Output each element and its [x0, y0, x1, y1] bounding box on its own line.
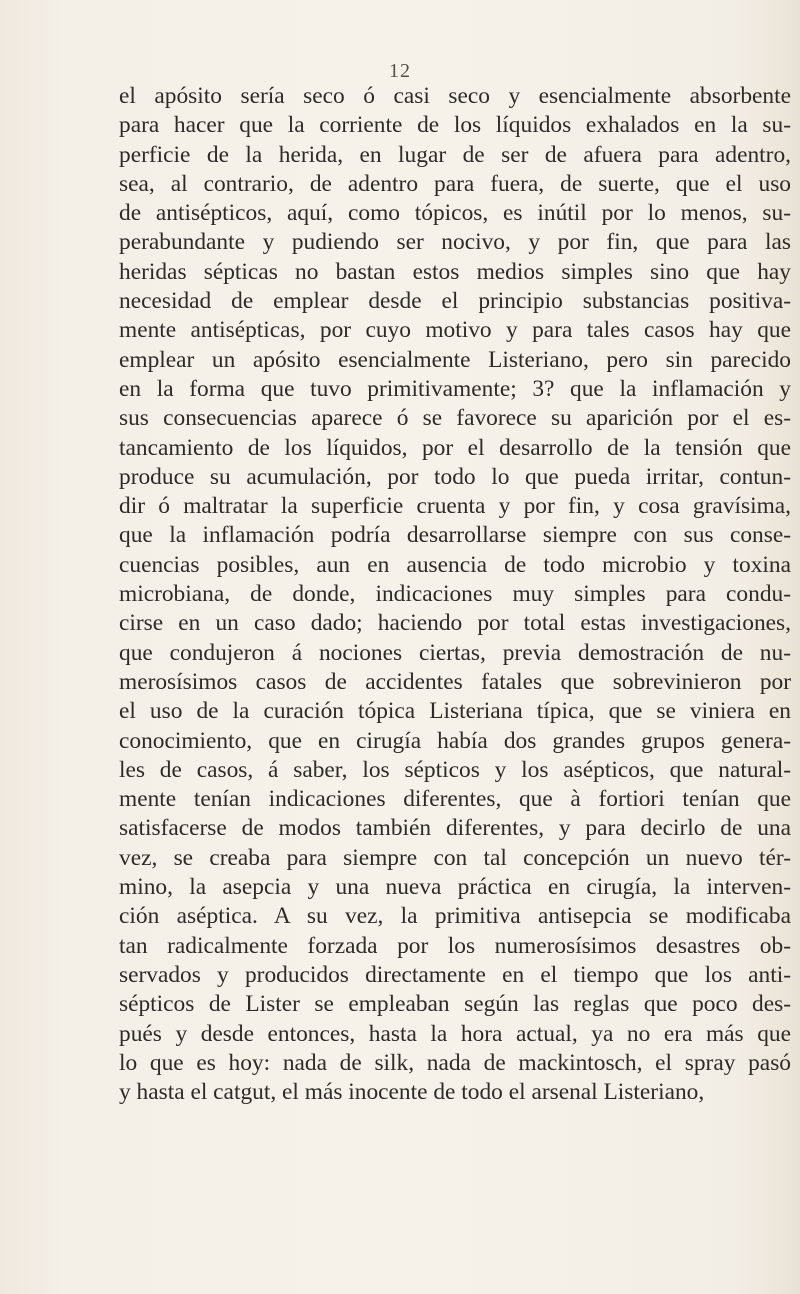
text-line: y hasta el catgut, el más inocente de todo el arsenal Listeriano, [119, 1079, 705, 1106]
text-line: vez, se creaba para siempre con tal concepción un nuevo tér- [119, 844, 791, 871]
text-line: sea, al contrario, de adentro para fuera, de suerte, que el uso [119, 170, 791, 197]
text-line: tancamiento de los líquidos, por el desarrollo de la tensión que [119, 434, 791, 461]
text-line: para hacer que la corriente de los líquidos exhalados en la su- [119, 112, 791, 139]
text-line: dir ó maltratar la superficie cruenta y por fin, y cosa gravísima, [119, 493, 791, 520]
text-line: lo que es hoy: nada de silk, nada de mackintosch, el spray pasó [119, 1049, 791, 1076]
text-line: cuencias posibles, aun en ausencia de todo microbio y toxina [119, 551, 791, 578]
text-line: mino, la asepcia y una nueva práctica en cirugía, la interven- [119, 874, 791, 901]
page-number: 12 [389, 60, 411, 82]
text-line: ción aséptica. A su vez, la primitiva antisepcia se modificaba [119, 903, 791, 930]
text-line: merosísimos casos de accidentes fatales que sobrevinieron por [119, 668, 791, 695]
text-line: pués y desde entonces, hasta la hora actual, ya no era más que [119, 1020, 791, 1047]
text-line: servados y producidos directamente en el tiempo que los anti- [119, 961, 791, 988]
text-line: emplear un apósito esencialmente Listeriano, pero sin parecido [119, 346, 791, 373]
text-line: perficie de la herida, en lugar de ser de afuera para adentro, [119, 141, 791, 168]
body-text [119, 82, 791, 1107]
text-line: sus consecuencias aparece ó se favorece su aparición por el es- [119, 405, 791, 432]
text-line: mente antisépticas, por cuyo motivo y para tales casos hay que [119, 317, 791, 344]
text-line: que condujeron á nociones ciertas, previa demostración de nu- [119, 639, 791, 666]
text-line: conocimiento, que en cirugía había dos grandes grupos genera- [119, 727, 791, 754]
text-line: produce su acumulación, por todo lo que pueda irritar, contun- [119, 463, 791, 490]
text-line: satisfacerse de modos también diferentes, y para decirlo de una [119, 815, 791, 842]
text-line: necesidad de emplear desde el principio substancias positiva- [119, 288, 791, 315]
text-line: en la forma que tuvo primitivamente; 3? que la inflamación y [119, 375, 791, 402]
text-line: de antisépticos, aquí, como tópicos, es inútil por lo menos, su- [119, 200, 791, 227]
text-line: microbiana, de donde, indicaciones muy simples para condu- [119, 581, 791, 608]
text-line: cirse en un caso dado; haciendo por total estas investigaciones, [119, 610, 791, 637]
text-line: mente tenían indicaciones diferentes, que à fortiori tenían que [119, 786, 791, 813]
text-line: perabundante y pudiendo ser nocivo, y por fin, que para las [119, 229, 791, 256]
text-line: tan radicalmente forzada por los numerosísimos desastres ob- [119, 932, 791, 959]
text-line: les de casos, á saber, los sépticos y los asépticos, que natural- [119, 756, 791, 783]
text-line: el apósito sería seco ó casi seco y esencialmente absorbente [119, 83, 791, 109]
text-line: el uso de la curación tópica Listeriana típica, que se viniera en [119, 698, 791, 725]
text-line: que la inflamación podría desarrollarse siempre con sus conse- [119, 522, 791, 549]
text-line: sépticos de Lister se empleaban según las reglas que poco des- [119, 991, 791, 1018]
text-line: heridas sépticas no bastan estos medios simples sino que hay [119, 258, 791, 285]
